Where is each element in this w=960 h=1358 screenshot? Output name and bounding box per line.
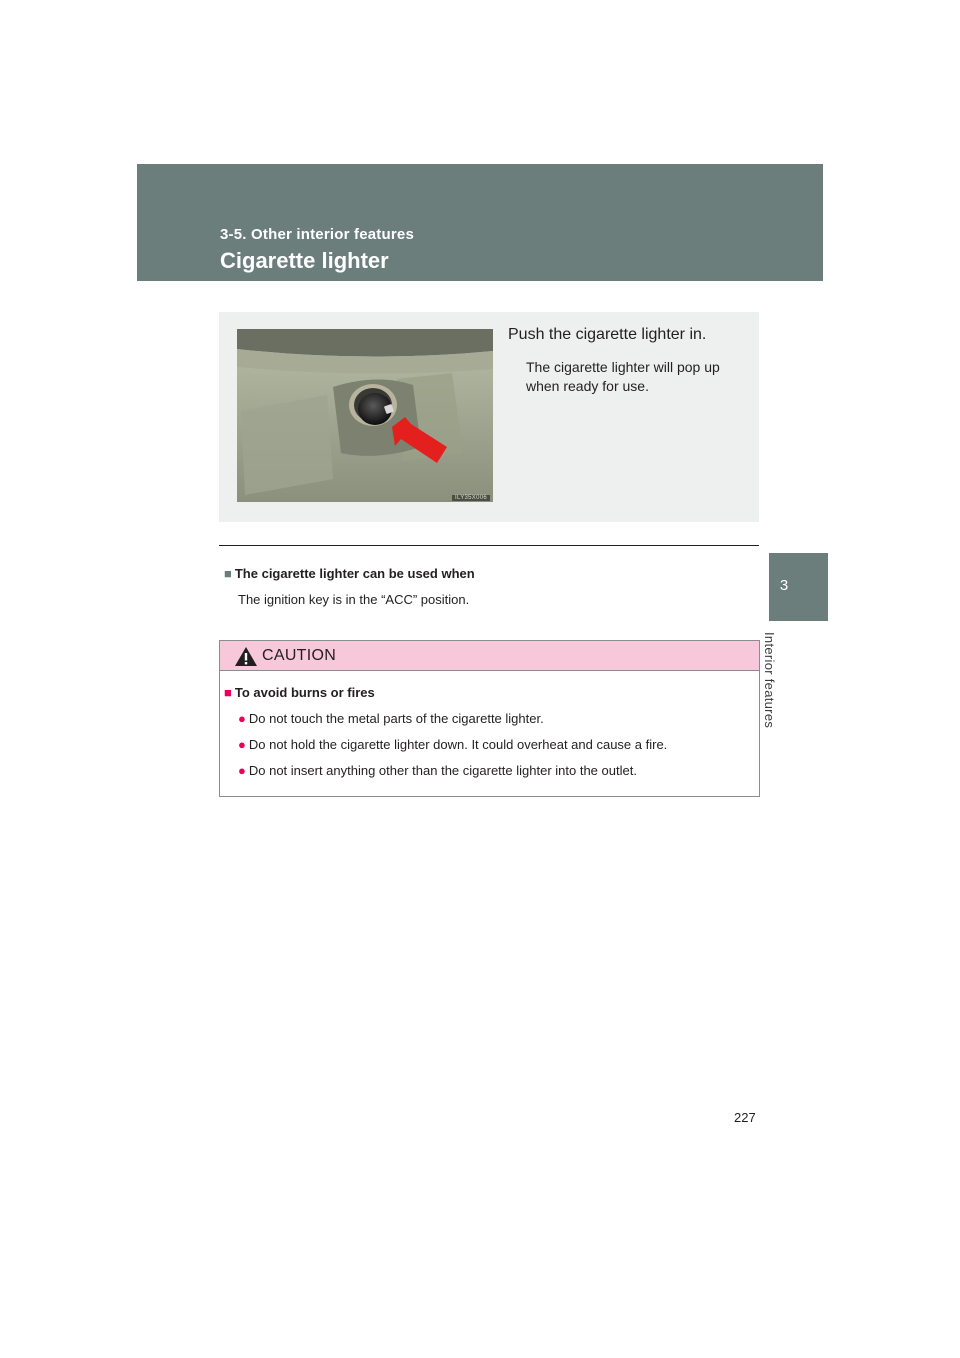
warning-triangle-icon <box>234 646 258 667</box>
caution-item-text: Do not insert anything other than the cigarette lighter into the outlet. <box>248 763 637 778</box>
caution-item-text: Do not touch the metal parts of the cigarette lighter. <box>248 711 544 726</box>
section-header <box>137 164 823 281</box>
dot-bullet-icon: ● <box>238 737 246 752</box>
section-divider <box>219 545 759 546</box>
caution-item <box>238 737 667 752</box>
caution-item <box>238 711 544 726</box>
note-text: The ignition key is in the “ACC” position. <box>238 592 470 607</box>
note-heading <box>224 566 475 581</box>
caution-box <box>219 640 760 797</box>
instruction-text: Push the cigarette lighter in. <box>508 326 707 343</box>
caution-item <box>238 763 637 778</box>
page-number: 227 <box>734 1110 756 1125</box>
dot-bullet-icon: ● <box>238 711 246 726</box>
section-label: 3-5. Other interior features <box>220 226 414 243</box>
chapter-tab <box>769 553 828 621</box>
cigarette-lighter-photo <box>237 329 493 502</box>
dot-bullet-icon: ● <box>238 763 246 778</box>
lighter-illustration <box>237 329 493 502</box>
caution-heading-text: To avoid burns or fires <box>234 685 375 700</box>
caution-item-text: Do not hold the cigarette lighter down. It could overheat and cause a fire. <box>248 737 668 752</box>
caution-heading <box>224 685 375 700</box>
image-code: ILY35X006 <box>452 495 490 501</box>
page-title: Cigarette lighter <box>220 248 389 273</box>
square-bullet-icon: ■ <box>224 685 232 700</box>
chapter-name-vertical <box>762 632 792 742</box>
caution-header <box>220 641 759 671</box>
intro-panel <box>219 312 759 522</box>
instruction-detail: The cigarette lighter will pop up when ready for use. <box>526 359 720 394</box>
chapter-name: Interior features <box>762 632 777 729</box>
caution-title: CAUTION <box>262 647 337 664</box>
note-heading-text: The cigarette lighter can be used when <box>234 566 475 581</box>
square-bullet-icon: ■ <box>224 566 232 581</box>
chapter-number: 3 <box>779 577 789 594</box>
